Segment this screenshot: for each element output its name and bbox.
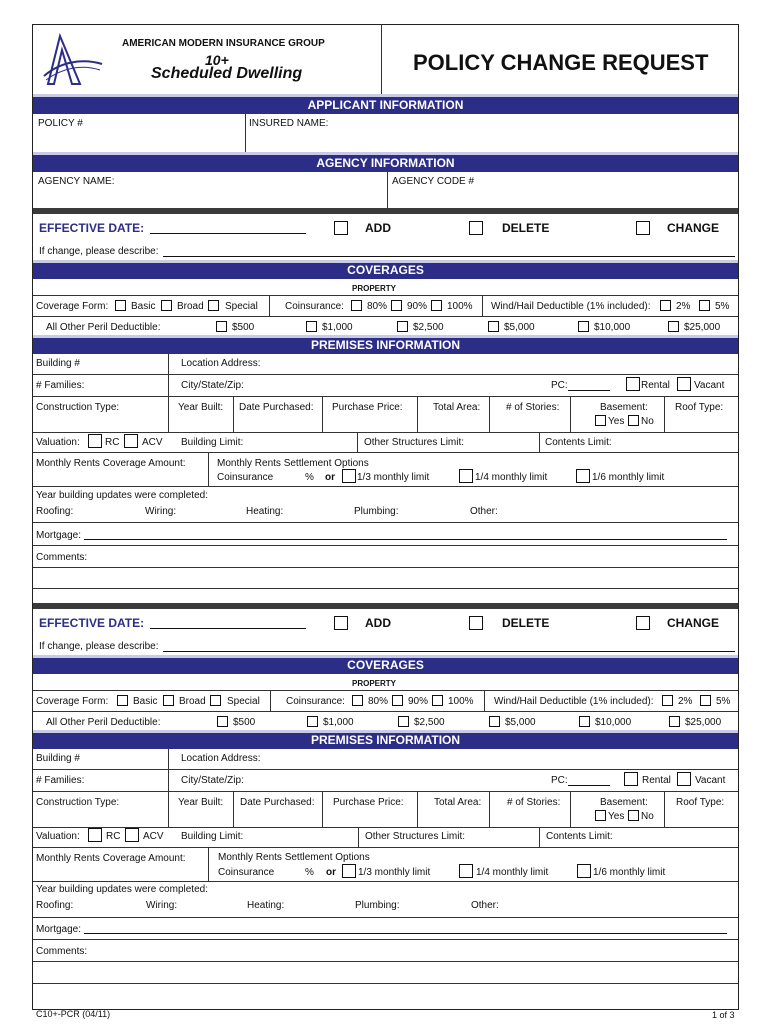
describe-line[interactable] <box>163 651 735 652</box>
divider <box>322 791 323 827</box>
pc-line[interactable] <box>568 785 610 786</box>
divider <box>233 396 234 432</box>
divider <box>33 847 738 848</box>
aop-10000-checkbox[interactable] <box>578 321 589 332</box>
change-label: CHANGE <box>667 221 720 235</box>
rental-checkbox[interactable] <box>624 772 638 786</box>
comments-label: Comments: <box>36 552 88 563</box>
applicant-band <box>33 94 738 114</box>
windhail-label: Wind/Hail Deductible (1% included): <box>494 696 654 707</box>
vacant-checkbox[interactable] <box>677 377 691 391</box>
wh-5-label: 5% <box>716 696 731 707</box>
aop-25000-checkbox[interactable] <box>668 321 679 332</box>
pc-label: PC: <box>551 380 568 391</box>
limit-16-checkbox[interactable] <box>576 469 590 483</box>
other-structures-label: Other Structures Limit: <box>365 831 466 842</box>
aop-1000-checkbox[interactable] <box>307 716 318 727</box>
delete-label: DELETE <box>502 221 550 235</box>
divider <box>245 114 246 152</box>
page-title: POLICY CHANGE REQUEST <box>413 50 709 75</box>
limit-16-checkbox[interactable] <box>577 864 591 878</box>
or-label: or <box>326 867 336 878</box>
divider <box>33 961 738 962</box>
date-purchased-label: Date Purchased: <box>239 402 314 413</box>
aop-1000-label: $1,000 <box>322 322 353 333</box>
monthly-rents-label: Monthly Rents Coverage Amount: <box>36 458 186 469</box>
insured-name-label: INSURED NAME: <box>249 118 329 129</box>
wh-5-checkbox[interactable] <box>700 695 711 706</box>
divider <box>33 881 738 882</box>
other-label: Other: <box>471 900 499 911</box>
add-checkbox[interactable] <box>334 616 348 630</box>
divider <box>33 396 738 397</box>
basement-no-label: No <box>641 416 654 427</box>
coins-90-checkbox[interactable] <box>391 300 402 311</box>
divider <box>33 711 738 712</box>
roofing-label: Roofing: <box>36 506 74 517</box>
effective-date-line[interactable] <box>150 628 306 629</box>
percent-sign: % <box>305 472 314 483</box>
other-structures-label: Other Structures Limit: <box>364 437 465 448</box>
construction-label: Construction Type: <box>36 797 120 808</box>
limit-13-checkbox[interactable] <box>342 864 356 878</box>
families-label: # Families: <box>36 775 85 786</box>
divider <box>168 396 169 432</box>
other-label: Other: <box>470 506 498 517</box>
divider <box>33 545 738 546</box>
location-label: Location Address: <box>181 358 261 369</box>
special-label: Special <box>225 301 258 312</box>
special-label: Special <box>227 696 260 707</box>
divider <box>33 522 738 523</box>
company-logo <box>42 32 104 90</box>
delete-checkbox[interactable] <box>469 616 483 630</box>
aop-5000-label: $5,000 <box>505 717 536 728</box>
valuation-rc-checkbox[interactable] <box>88 828 102 842</box>
divider <box>539 432 540 452</box>
policy-number-label: POLICY # <box>38 118 83 129</box>
agency-band-label: AGENCY INFORMATION <box>316 156 455 170</box>
section-divider <box>33 603 738 609</box>
special-checkbox[interactable] <box>208 300 219 311</box>
divider <box>387 172 388 208</box>
basement-label: Basement: <box>600 797 648 808</box>
premises-band-label: PREMISES INFORMATION <box>310 338 461 352</box>
company-name: AMERICAN MODERN INSURANCE GROUP <box>122 38 325 49</box>
divider <box>33 374 738 375</box>
limit-14-checkbox[interactable] <box>459 469 473 483</box>
divider <box>358 827 359 847</box>
coins-80-label: 80% <box>368 696 389 707</box>
divider <box>168 791 169 827</box>
coins-90-label: 90% <box>408 696 429 707</box>
mortgage-line[interactable] <box>84 933 727 934</box>
aop-1000-checkbox[interactable] <box>306 321 317 332</box>
valuation-acv-checkbox[interactable] <box>125 828 139 842</box>
divider <box>33 983 738 984</box>
limit-13-checkbox[interactable] <box>342 469 356 483</box>
divider <box>417 396 418 432</box>
contents-limit-label: Contents Limit: <box>545 437 612 448</box>
section-divider <box>33 208 738 214</box>
mortgage-label: Mortgage: <box>36 530 82 541</box>
mortgage-label: Mortgage: <box>36 924 82 935</box>
vacant-label: Vacant <box>695 775 726 786</box>
aop-2500-label: $2,500 <box>413 322 444 333</box>
roof-type-label: Roof Type: <box>676 797 725 808</box>
divider <box>270 691 271 711</box>
total-area-label: Total Area: <box>433 402 481 413</box>
divider <box>33 917 738 918</box>
valuation-rc-checkbox[interactable] <box>88 434 102 448</box>
coins-100-checkbox[interactable] <box>432 695 443 706</box>
change-checkbox[interactable] <box>636 221 650 235</box>
coins-90-checkbox[interactable] <box>392 695 403 706</box>
page-number: 1 of 3 <box>712 1010 735 1020</box>
divider <box>570 396 571 432</box>
wh-5-checkbox[interactable] <box>699 300 710 311</box>
year-built-label: Year Built: <box>178 797 224 808</box>
contents-limit-label: Contents Limit: <box>546 831 613 842</box>
citystatezip-label: City/State/Zip: <box>181 380 244 391</box>
wiring-label: Wiring: <box>146 900 178 911</box>
building-label: Building # <box>36 358 80 369</box>
roof-type-label: Roof Type: <box>675 402 724 413</box>
divider <box>322 396 323 432</box>
broad-checkbox[interactable] <box>163 695 174 706</box>
product-line-2: Scheduled Dwelling <box>151 65 303 82</box>
divider <box>269 296 270 316</box>
aop-25000-label: $25,000 <box>685 717 722 728</box>
coinsurance-label: Coinsurance: <box>286 696 345 707</box>
divider <box>484 691 485 711</box>
divider <box>33 452 738 453</box>
limit-16-label: 1/6 monthly limit <box>592 472 665 483</box>
effective-date-label: EFFECTIVE DATE: <box>39 616 145 630</box>
pc-label: PC: <box>551 775 568 786</box>
describe-line[interactable] <box>163 256 735 257</box>
valuation-label: Valuation: <box>36 831 80 842</box>
divider <box>33 939 738 940</box>
valuation-acv-label: ACV <box>143 831 164 842</box>
basement-no-checkbox[interactable] <box>628 810 639 821</box>
roofing-label: Roofing: <box>36 900 74 911</box>
basement-yes-checkbox[interactable] <box>595 415 606 426</box>
purchase-price-label: Purchase Price: <box>332 402 403 413</box>
aop-25000-checkbox[interactable] <box>669 716 680 727</box>
limit-14-label: 1/4 monthly limit <box>475 472 548 483</box>
premises-band <box>33 730 738 749</box>
divider <box>33 486 738 487</box>
divider <box>417 791 418 827</box>
divider <box>489 791 490 827</box>
divider <box>33 432 738 433</box>
aop-2500-label: $2,500 <box>414 717 445 728</box>
basic-label: Basic <box>131 301 156 312</box>
updates-label: Year building updates were completed: <box>36 490 208 501</box>
coverages-band <box>33 260 738 279</box>
divider <box>233 791 234 827</box>
basic-checkbox[interactable] <box>115 300 126 311</box>
aop-2500-checkbox[interactable] <box>397 321 408 332</box>
building-label: Building # <box>36 753 80 764</box>
limit-13-label: 1/3 monthly limit <box>357 472 430 483</box>
divider <box>489 396 490 432</box>
describe-label: If change, please describe: <box>39 641 159 652</box>
divider <box>33 690 738 691</box>
pc-line[interactable] <box>568 390 610 391</box>
limit-13-label: 1/3 monthly limit <box>358 867 431 878</box>
divider <box>357 432 358 452</box>
basement-yes-checkbox[interactable] <box>595 810 606 821</box>
windhail-label: Wind/Hail Deductible (1% included): <box>491 301 651 312</box>
agency-code-label: AGENCY CODE # <box>392 176 475 187</box>
agency-name-label: AGENCY NAME: <box>38 176 115 187</box>
coins-80-checkbox[interactable] <box>351 300 362 311</box>
coins-100-label: 100% <box>447 301 473 312</box>
coinsurance-label: Coinsurance: <box>285 301 344 312</box>
divider <box>33 791 738 792</box>
add-checkbox[interactable] <box>334 221 348 235</box>
property-label: PROPERTY <box>352 284 397 293</box>
aop-10000-label: $10,000 <box>595 717 632 728</box>
coverage-form-label: Coverage Form: <box>36 301 109 312</box>
delete-checkbox[interactable] <box>469 221 483 235</box>
effective-date-line[interactable] <box>150 233 306 234</box>
agency-band <box>33 152 738 172</box>
wh-2-label: 2% <box>676 301 691 312</box>
divider <box>539 827 540 847</box>
basic-checkbox[interactable] <box>117 695 128 706</box>
coverages-band-label: COVERAGES <box>347 658 424 672</box>
basement-yes-label: Yes <box>608 416 625 427</box>
rental-label: Rental <box>641 380 670 391</box>
limit-14-checkbox[interactable] <box>459 864 473 878</box>
broad-checkbox[interactable] <box>161 300 172 311</box>
applicant-band-label: APPLICANT INFORMATION <box>307 98 464 112</box>
aop-500-label: $500 <box>232 322 255 333</box>
premises-band-label: PREMISES INFORMATION <box>310 733 461 747</box>
divider <box>168 749 169 793</box>
or-label: or <box>325 472 335 483</box>
basement-no-checkbox[interactable] <box>628 415 639 426</box>
valuation-rc-label: RC <box>106 831 121 842</box>
vacant-label: Vacant <box>694 380 725 391</box>
header-divider <box>381 24 382 94</box>
basic-label: Basic <box>133 696 158 707</box>
valuation-acv-label: ACV <box>142 437 163 448</box>
heating-label: Heating: <box>246 506 284 517</box>
coverage-form-label: Coverage Form: <box>36 696 109 707</box>
divider <box>482 296 483 316</box>
broad-label: Broad <box>177 301 204 312</box>
purchase-price-label: Purchase Price: <box>333 797 404 808</box>
building-limit-label: Building Limit: <box>181 437 244 448</box>
coins-90-label: 90% <box>407 301 428 312</box>
divider <box>33 567 738 568</box>
aop-25000-label: $25,000 <box>684 322 721 333</box>
aop-500-checkbox[interactable] <box>216 321 227 332</box>
basement-no-label: No <box>641 811 654 822</box>
divider <box>208 847 209 881</box>
limit-16-label: 1/6 monthly limit <box>593 867 666 878</box>
vacant-checkbox[interactable] <box>677 772 691 786</box>
wh-2-checkbox[interactable] <box>662 695 673 706</box>
settlement-label: Monthly Rents Settlement Options <box>218 852 370 863</box>
aop-500-checkbox[interactable] <box>217 716 228 727</box>
aop-2500-checkbox[interactable] <box>398 716 409 727</box>
mortgage-line[interactable] <box>84 539 727 540</box>
aop-500-label: $500 <box>233 717 256 728</box>
change-checkbox[interactable] <box>636 616 650 630</box>
aop-label: All Other Peril Deductible: <box>46 322 161 333</box>
basement-yes-label: Yes <box>608 811 625 822</box>
aop-10000-label: $10,000 <box>594 322 631 333</box>
add-label: ADD <box>365 221 391 235</box>
settlement-label: Monthly Rents Settlement Options <box>217 458 369 469</box>
location-label: Location Address: <box>181 753 261 764</box>
valuation-label: Valuation: <box>36 437 80 448</box>
updates-label: Year building updates were completed: <box>36 884 208 895</box>
describe-label: If change, please describe: <box>39 246 159 257</box>
special-checkbox[interactable] <box>210 695 221 706</box>
premises-band <box>33 335 738 354</box>
form-code: C10+-PCR (04/11) <box>36 1009 111 1019</box>
coins-100-label: 100% <box>448 696 474 707</box>
coverages-band <box>33 655 738 674</box>
valuation-rc-label: RC <box>105 437 120 448</box>
wiring-label: Wiring: <box>145 506 177 517</box>
construction-label: Construction Type: <box>36 402 120 413</box>
aop-10000-checkbox[interactable] <box>579 716 590 727</box>
building-limit-label: Building Limit: <box>181 831 244 842</box>
product-line-1: 10+ <box>205 52 229 68</box>
coinsurance-option-label: Coinsurance <box>218 867 275 878</box>
basement-label: Basement: <box>600 402 648 413</box>
divider <box>168 354 169 398</box>
coins-100-checkbox[interactable] <box>431 300 442 311</box>
monthly-rents-label: Monthly Rents Coverage Amount: <box>36 853 186 864</box>
limit-14-label: 1/4 monthly limit <box>476 867 549 878</box>
divider <box>208 452 209 486</box>
divider <box>33 316 738 317</box>
stories-label: # of Stories: <box>506 402 560 413</box>
delete-label: DELETE <box>502 616 550 630</box>
divider <box>33 769 738 770</box>
wh-5-label: 5% <box>715 301 730 312</box>
aop-5000-checkbox[interactable] <box>489 716 500 727</box>
effective-date-label: EFFECTIVE DATE: <box>39 221 145 235</box>
year-built-label: Year Built: <box>178 402 224 413</box>
coins-80-checkbox[interactable] <box>352 695 363 706</box>
aop-5000-checkbox[interactable] <box>488 321 499 332</box>
add-label: ADD <box>365 616 391 630</box>
change-label: CHANGE <box>667 616 720 630</box>
divider <box>570 791 571 827</box>
divider <box>664 791 665 827</box>
valuation-acv-checkbox[interactable] <box>124 434 138 448</box>
plumbing-label: Plumbing: <box>355 900 400 911</box>
coverages-band-label: COVERAGES <box>347 263 424 277</box>
stories-label: # of Stories: <box>507 797 561 808</box>
property-label: PROPERTY <box>352 679 397 688</box>
wh-2-label: 2% <box>678 696 693 707</box>
total-area-label: Total Area: <box>434 797 482 808</box>
percent-sign: % <box>305 867 314 878</box>
comments-label: Comments: <box>36 946 88 957</box>
rental-checkbox[interactable] <box>626 377 640 391</box>
citystatezip-label: City/State/Zip: <box>181 775 244 786</box>
aop-1000-label: $1,000 <box>323 717 354 728</box>
heating-label: Heating: <box>247 900 285 911</box>
families-label: # Families: <box>36 380 85 391</box>
wh-2-checkbox[interactable] <box>660 300 671 311</box>
plumbing-label: Plumbing: <box>354 506 399 517</box>
aop-5000-label: $5,000 <box>504 322 535 333</box>
divider <box>33 588 738 589</box>
rental-label: Rental <box>642 775 671 786</box>
coinsurance-option-label: Coinsurance <box>217 472 274 483</box>
divider <box>33 295 738 296</box>
broad-label: Broad <box>179 696 206 707</box>
coins-80-label: 80% <box>367 301 388 312</box>
date-purchased-label: Date Purchased: <box>240 797 315 808</box>
aop-label: All Other Peril Deductible: <box>46 717 161 728</box>
divider <box>664 396 665 432</box>
